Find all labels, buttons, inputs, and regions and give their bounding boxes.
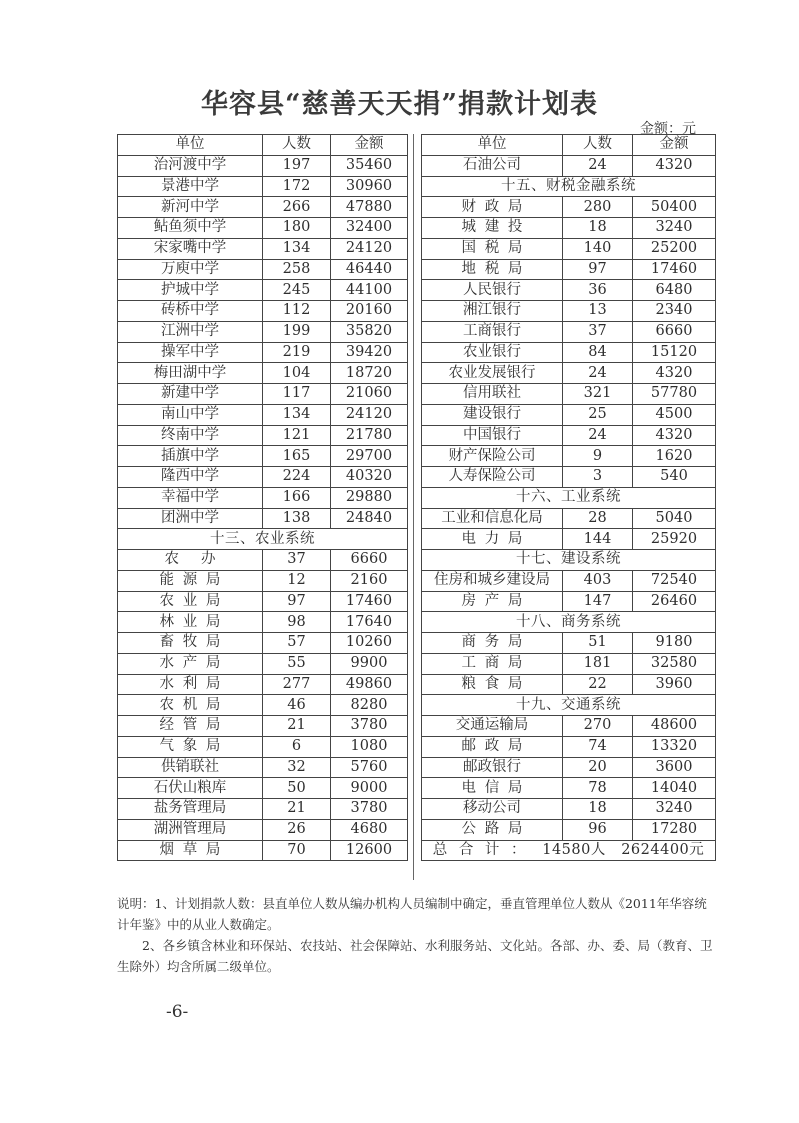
amount-cell: 25920	[633, 529, 716, 550]
unit-name-cell: 南山中学	[118, 404, 263, 425]
people-count-cell: 219	[263, 342, 331, 363]
table-row	[118, 778, 408, 799]
unit-name-cell: 盐务管理局	[118, 799, 263, 820]
people-count-cell: 199	[263, 321, 331, 342]
people-count-cell: 24	[563, 155, 633, 176]
table-row	[118, 695, 408, 716]
unit-name-cell: 万庾中学	[118, 259, 263, 280]
amount-cell: 15120	[633, 342, 716, 363]
unit-name-cell: 烟草局	[118, 840, 263, 861]
table-row	[422, 633, 716, 654]
unit-name-cell: 公路局	[422, 819, 563, 840]
amount-cell: 20160	[331, 301, 408, 322]
people-count-cell: 57	[263, 633, 331, 654]
amount-cell: 6660	[633, 321, 716, 342]
grand-total-people: 14580人	[542, 841, 606, 858]
section-header-row	[422, 176, 716, 197]
people-count-cell: 32	[263, 757, 331, 778]
table-row	[118, 176, 408, 197]
section-header-row	[118, 529, 408, 550]
amount-cell: 4320	[633, 363, 716, 384]
unit-name-cell: 城建投	[422, 218, 563, 239]
people-count-cell: 197	[263, 155, 331, 176]
unit-name-cell: 湖洲管理局	[118, 819, 263, 840]
table-row	[422, 508, 716, 529]
table-row	[422, 280, 716, 301]
people-count-cell: 37	[563, 321, 633, 342]
unit-name-cell: 住房和城乡建设局	[422, 570, 563, 591]
unit-name-cell: 财产保险公司	[422, 446, 563, 467]
table-row	[118, 301, 408, 322]
amount-cell: 4500	[633, 404, 716, 425]
amount-cell: 30960	[331, 176, 408, 197]
section-header-row	[422, 487, 716, 508]
people-count-cell: 21	[263, 716, 331, 737]
amount-cell: 10260	[331, 633, 408, 654]
unit-name-cell: 农业局	[118, 591, 263, 612]
amount-cell: 4320	[633, 425, 716, 446]
amount-cell: 21060	[331, 384, 408, 405]
people-count-cell: 50	[263, 778, 331, 799]
unit-name-cell: 国税局	[422, 238, 563, 259]
amount-cell: 26460	[633, 591, 716, 612]
table-row	[422, 570, 716, 591]
table-row	[118, 550, 408, 571]
table-row	[422, 799, 716, 820]
unit-name-cell: 邮政局	[422, 736, 563, 757]
document-title: 华容县“慈善天天捐”捐款计划表	[200, 89, 599, 120]
table-row	[118, 259, 408, 280]
unit-name-cell: 新河中学	[118, 197, 263, 218]
table-row	[118, 674, 408, 695]
people-count-cell: 25	[563, 404, 633, 425]
people-count-cell: 180	[263, 218, 331, 239]
unit-name-cell: 畜牧局	[118, 633, 263, 654]
table-row	[422, 736, 716, 757]
amount-cell: 21780	[331, 425, 408, 446]
people-count-cell: 147	[563, 591, 633, 612]
people-count-cell: 121	[263, 425, 331, 446]
right-donation-table	[421, 134, 716, 861]
amount-cell: 6660	[331, 550, 408, 571]
table-row	[118, 467, 408, 488]
amount-cell: 72540	[633, 570, 716, 591]
table-row	[422, 819, 716, 840]
people-count-cell: 70	[263, 840, 331, 861]
people-count-cell: 6	[263, 736, 331, 757]
people-count-cell: 97	[563, 259, 633, 280]
unit-name-cell: 宋家嘴中学	[118, 238, 263, 259]
amount-cell: 17640	[331, 612, 408, 633]
unit-name-cell: 农 办	[118, 550, 263, 571]
currency-unit-note: 金额：元	[640, 121, 696, 137]
amount-cell: 3240	[633, 218, 716, 239]
people-count-cell: 144	[563, 529, 633, 550]
table-row	[118, 342, 408, 363]
amount-cell: 35820	[331, 321, 408, 342]
grand-total-amount: 2624400元	[621, 841, 705, 858]
amount-cell: 5760	[331, 757, 408, 778]
people-count-cell: 84	[563, 342, 633, 363]
table-header-row	[422, 135, 716, 156]
amount-cell: 24120	[331, 404, 408, 425]
table-row	[118, 280, 408, 301]
table-row	[422, 321, 716, 342]
unit-name-cell: 治河渡中学	[118, 155, 263, 176]
amount-cell: 9180	[633, 633, 716, 654]
people-count-cell: 138	[263, 508, 331, 529]
people-count-cell: 117	[263, 384, 331, 405]
unit-name-cell: 电信局	[422, 778, 563, 799]
unit-name-cell: 气象局	[118, 736, 263, 757]
unit-name-cell: 工商局	[422, 653, 563, 674]
unit-name-cell: 新建中学	[118, 384, 263, 405]
unit-name-cell: 供销联社	[118, 757, 263, 778]
unit-name-cell: 团洲中学	[118, 508, 263, 529]
unit-name-cell: 交通运输局	[422, 716, 563, 737]
table-row	[422, 446, 716, 467]
amount-cell: 35460	[331, 155, 408, 176]
amount-cell: 17280	[633, 819, 716, 840]
unit-name-cell: 信用联社	[422, 384, 563, 405]
people-count-cell: 78	[563, 778, 633, 799]
amount-cell: 40320	[331, 467, 408, 488]
column-header-unit: 单位	[118, 135, 263, 156]
amount-cell: 5040	[633, 508, 716, 529]
table-row	[422, 301, 716, 322]
people-count-cell: 98	[263, 612, 331, 633]
section-header-row	[422, 612, 716, 633]
people-count-cell: 403	[563, 570, 633, 591]
table-row	[118, 487, 408, 508]
table-row	[422, 363, 716, 384]
column-header-unit: 单位	[422, 135, 563, 156]
amount-cell: 3780	[331, 799, 408, 820]
amount-cell: 3780	[331, 716, 408, 737]
amount-cell: 4680	[331, 819, 408, 840]
table-row	[118, 218, 408, 239]
amount-cell: 44100	[331, 280, 408, 301]
section-title: 十三、农业系统	[118, 529, 408, 550]
amount-cell: 2160	[331, 570, 408, 591]
amount-cell: 9900	[331, 653, 408, 674]
unit-name-cell: 水产局	[118, 653, 263, 674]
section-title: 十九、交通系统	[422, 695, 716, 716]
column-header-amount: 金额	[633, 135, 716, 156]
people-count-cell: 104	[263, 363, 331, 384]
table-row	[422, 404, 716, 425]
people-count-cell: 12	[263, 570, 331, 591]
people-count-cell: 277	[263, 674, 331, 695]
people-count-cell: 55	[263, 653, 331, 674]
unit-name-cell: 鲇鱼须中学	[118, 218, 263, 239]
unit-name-cell: 砖桥中学	[118, 301, 263, 322]
amount-cell: 39420	[331, 342, 408, 363]
table-row	[422, 238, 716, 259]
column-header-people: 人数	[563, 135, 633, 156]
amount-cell: 47880	[331, 197, 408, 218]
amount-cell: 24840	[331, 508, 408, 529]
people-count-cell: 134	[263, 404, 331, 425]
unit-name-cell: 房产局	[422, 591, 563, 612]
people-count-cell: 172	[263, 176, 331, 197]
table-header-row	[118, 135, 408, 156]
amount-cell: 540	[633, 467, 716, 488]
note-1: 说明：1、计划捐款人数：县直单位人数从编办机构人员编制中确定，垂直管理单位人数从《2011年华容统计年鉴》中的从业人数确定。	[117, 896, 707, 932]
table-row	[118, 591, 408, 612]
table-row	[118, 197, 408, 218]
unit-name-cell: 电力局	[422, 529, 563, 550]
section-title: 十六、工业系统	[422, 487, 716, 508]
people-count-cell: 37	[263, 550, 331, 571]
unit-name-cell: 幸福中学	[118, 487, 263, 508]
section-title: 十八、商务系统	[422, 612, 716, 633]
table-row	[118, 612, 408, 633]
table-row	[118, 736, 408, 757]
amount-cell: 46440	[331, 259, 408, 280]
grand-total-row	[422, 840, 716, 861]
people-count-cell: 270	[563, 716, 633, 737]
table-row	[118, 404, 408, 425]
people-count-cell: 134	[263, 238, 331, 259]
table-row	[422, 674, 716, 695]
table-row	[118, 363, 408, 384]
unit-name-cell: 石油公司	[422, 155, 563, 176]
people-count-cell: 280	[563, 197, 633, 218]
table-row	[422, 653, 716, 674]
section-title: 十七、建设系统	[422, 550, 716, 571]
amount-cell: 13320	[633, 736, 716, 757]
unit-name-cell: 江洲中学	[118, 321, 263, 342]
amount-cell: 6480	[633, 280, 716, 301]
amount-cell: 3240	[633, 799, 716, 820]
amount-cell: 1620	[633, 446, 716, 467]
unit-name-cell: 水利局	[118, 674, 263, 695]
amount-cell: 32580	[633, 653, 716, 674]
unit-name-cell: 湘江银行	[422, 301, 563, 322]
table-row	[422, 757, 716, 778]
unit-name-cell: 建设银行	[422, 404, 563, 425]
table-row	[118, 819, 408, 840]
unit-name-cell: 人民银行	[422, 280, 563, 301]
table-row	[422, 425, 716, 446]
table-row	[118, 425, 408, 446]
people-count-cell: 74	[563, 736, 633, 757]
column-header-amount: 金额	[331, 135, 408, 156]
amount-cell: 3600	[633, 757, 716, 778]
people-count-cell: 24	[563, 425, 633, 446]
table-row	[118, 653, 408, 674]
amount-cell: 1080	[331, 736, 408, 757]
section-title: 十五、财税金融系统	[422, 176, 716, 197]
amount-cell: 24120	[331, 238, 408, 259]
table-row	[422, 342, 716, 363]
people-count-cell: 181	[563, 653, 633, 674]
amount-cell: 48600	[633, 716, 716, 737]
people-count-cell: 3	[563, 467, 633, 488]
unit-name-cell: 人寿保险公司	[422, 467, 563, 488]
amount-cell: 50400	[633, 197, 716, 218]
people-count-cell: 28	[563, 508, 633, 529]
table-row	[118, 384, 408, 405]
people-count-cell: 258	[263, 259, 331, 280]
table-row	[422, 467, 716, 488]
amount-cell: 3960	[633, 674, 716, 695]
amount-cell: 25200	[633, 238, 716, 259]
table-row	[118, 799, 408, 820]
amount-cell: 18720	[331, 363, 408, 384]
people-count-cell: 13	[563, 301, 633, 322]
unit-name-cell: 农机局	[118, 695, 263, 716]
unit-name-cell: 粮食局	[422, 674, 563, 695]
people-count-cell: 9	[563, 446, 633, 467]
amount-cell: 29880	[331, 487, 408, 508]
table-row	[422, 384, 716, 405]
unit-name-cell: 插旗中学	[118, 446, 263, 467]
unit-name-cell: 邮政银行	[422, 757, 563, 778]
people-count-cell: 321	[563, 384, 633, 405]
table-row	[118, 757, 408, 778]
unit-name-cell: 能源局	[118, 570, 263, 591]
people-count-cell: 36	[563, 280, 633, 301]
unit-name-cell: 农业发展银行	[422, 363, 563, 384]
table-row	[422, 197, 716, 218]
unit-name-cell: 商务局	[422, 633, 563, 654]
table-row	[422, 778, 716, 799]
table-row	[118, 840, 408, 861]
people-count-cell: 166	[263, 487, 331, 508]
table-row	[422, 529, 716, 550]
unit-name-cell: 护城中学	[118, 280, 263, 301]
table-row	[422, 716, 716, 737]
unit-name-cell: 农业银行	[422, 342, 563, 363]
grand-total-label: 总合计：	[432, 841, 538, 858]
table-divider	[413, 134, 414, 880]
people-count-cell: 22	[563, 674, 633, 695]
people-count-cell: 18	[563, 218, 633, 239]
amount-cell: 14040	[633, 778, 716, 799]
table-row	[422, 259, 716, 280]
table-row	[422, 218, 716, 239]
unit-name-cell: 石伏山粮库	[118, 778, 263, 799]
amount-cell: 12600	[331, 840, 408, 861]
section-header-row	[422, 550, 716, 571]
amount-cell: 29700	[331, 446, 408, 467]
people-count-cell: 46	[263, 695, 331, 716]
amount-cell: 2340	[633, 301, 716, 322]
table-row	[118, 238, 408, 259]
people-count-cell: 165	[263, 446, 331, 467]
unit-name-cell: 终南中学	[118, 425, 263, 446]
unit-name-cell: 林业局	[118, 612, 263, 633]
unit-name-cell: 操军中学	[118, 342, 263, 363]
left-donation-table	[117, 134, 408, 861]
explanatory-notes	[117, 893, 717, 977]
amount-cell: 57780	[633, 384, 716, 405]
people-count-cell: 97	[263, 591, 331, 612]
unit-name-cell: 梅田湖中学	[118, 363, 263, 384]
table-row	[118, 508, 408, 529]
table-row	[422, 155, 716, 176]
people-count-cell: 51	[563, 633, 633, 654]
section-header-row	[422, 695, 716, 716]
unit-name-cell: 财政局	[422, 197, 563, 218]
people-count-cell: 224	[263, 467, 331, 488]
amount-cell: 17460	[331, 591, 408, 612]
table-row	[118, 716, 408, 737]
amount-cell: 49860	[331, 674, 408, 695]
people-count-cell: 266	[263, 197, 331, 218]
amount-cell: 8280	[331, 695, 408, 716]
amount-cell: 4320	[633, 155, 716, 176]
note-2: 2、各乡镇含林业和环保站、农技站、社会保障站、水利服务站、文化站。各部、办、委、局（教育、卫生除外）均含所属二级单位。	[117, 938, 713, 974]
column-header-people: 人数	[263, 135, 331, 156]
unit-name-cell: 景港中学	[118, 176, 263, 197]
table-row	[422, 591, 716, 612]
people-count-cell: 26	[263, 819, 331, 840]
people-count-cell: 96	[563, 819, 633, 840]
unit-name-cell: 经管局	[118, 716, 263, 737]
table-row	[118, 446, 408, 467]
people-count-cell: 21	[263, 799, 331, 820]
unit-name-cell: 隆西中学	[118, 467, 263, 488]
people-count-cell: 18	[563, 799, 633, 820]
unit-name-cell: 工业和信息化局	[422, 508, 563, 529]
amount-cell: 32400	[331, 218, 408, 239]
table-row	[118, 570, 408, 591]
unit-name-cell: 地税局	[422, 259, 563, 280]
people-count-cell: 20	[563, 757, 633, 778]
people-count-cell: 245	[263, 280, 331, 301]
page-number: -6-	[166, 1002, 189, 1022]
people-count-cell: 112	[263, 301, 331, 322]
unit-name-cell: 工商银行	[422, 321, 563, 342]
table-row	[118, 321, 408, 342]
table-row	[118, 155, 408, 176]
table-row	[118, 633, 408, 654]
people-count-cell: 24	[563, 363, 633, 384]
amount-cell: 17460	[633, 259, 716, 280]
unit-name-cell: 移动公司	[422, 799, 563, 820]
people-count-cell: 140	[563, 238, 633, 259]
amount-cell: 9000	[331, 778, 408, 799]
unit-name-cell: 中国银行	[422, 425, 563, 446]
